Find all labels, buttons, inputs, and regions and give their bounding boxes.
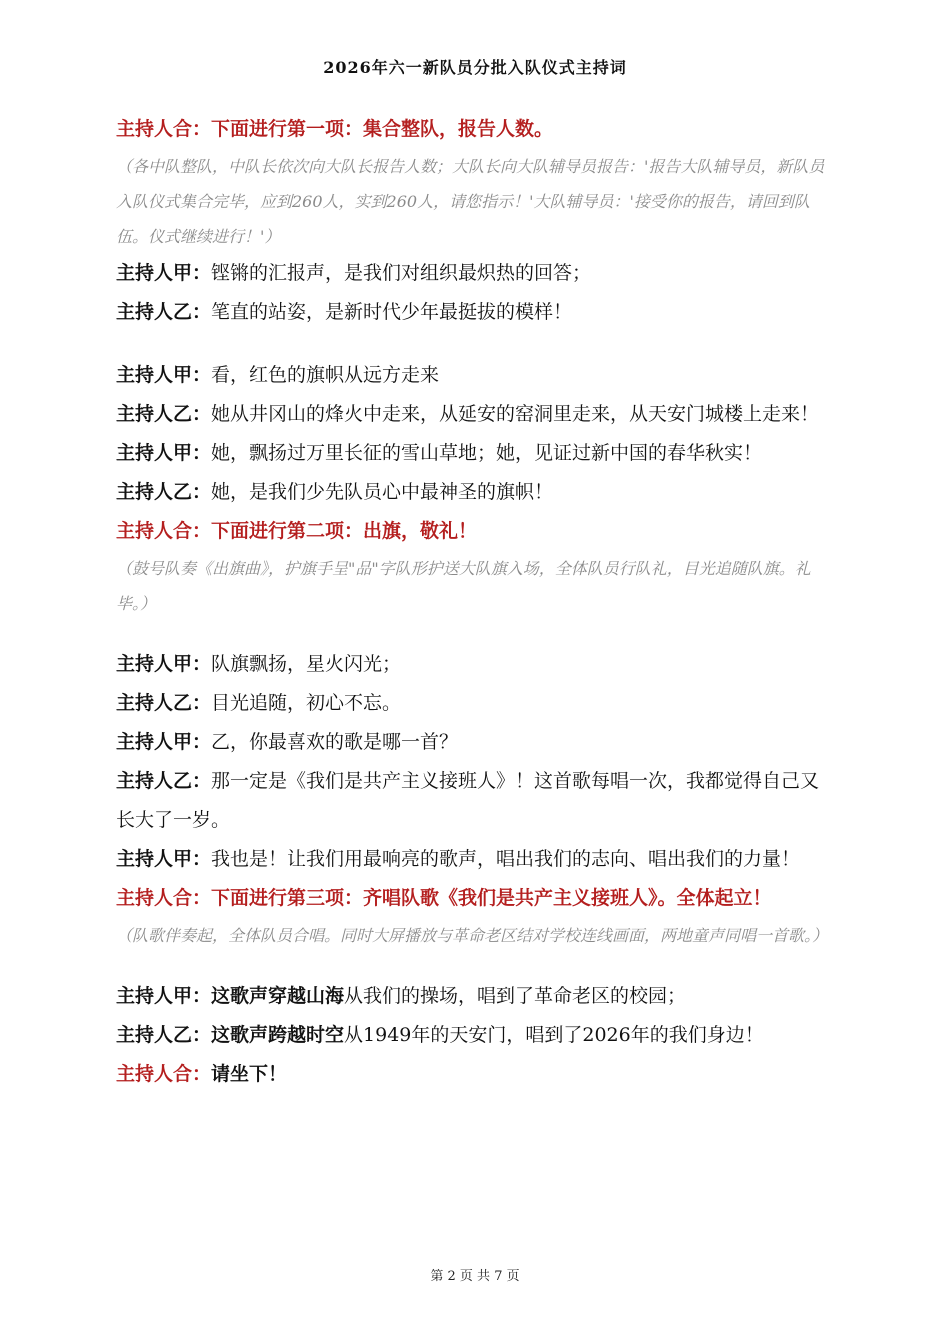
line-text: 下面进行第二项：出旗，敬礼！ xyxy=(211,520,478,542)
line-text: 从1949年的天安门，唱到了2026年的我们身边！ xyxy=(344,1024,764,1046)
host-line-a xyxy=(116,356,836,395)
speaker-label: 主持人合： xyxy=(116,887,212,909)
host-line-b xyxy=(116,762,836,840)
speaker-label: 主持人乙： xyxy=(116,481,212,503)
spacer xyxy=(116,953,836,977)
host-line-combined xyxy=(116,879,836,918)
speaker-label: 主持人甲： xyxy=(116,442,212,464)
host-line-a xyxy=(116,977,836,1016)
speaker-label: 主持人合： xyxy=(116,520,212,542)
line-text: 下面进行第三项：齐唱队歌《我们是共产主义接班人》。全体起立！ xyxy=(211,887,772,909)
line-emphasis: 这歌声穿越山海 xyxy=(211,985,345,1007)
speaker-label: 主持人甲： xyxy=(116,262,212,284)
line-text: 笔直的站姿，是新时代少年最挺拔的模样！ xyxy=(211,301,573,323)
line-emphasis: 这歌声跨越时空 xyxy=(211,1024,345,1046)
line-text: 下面进行第一项：集合整队，报告人数。 xyxy=(211,118,554,140)
page-number: 第 2 页 共 7 页 xyxy=(430,1269,520,1284)
host-line-b xyxy=(116,1016,836,1055)
line-text: 队旗飘扬，星火闪光； xyxy=(211,653,402,675)
host-line-combined xyxy=(116,110,836,149)
speaker-label: 主持人甲： xyxy=(116,985,212,1007)
host-line-a xyxy=(116,840,836,879)
speaker-label: 主持人甲： xyxy=(116,731,212,753)
stage-direction: （各中队整队，中队长依次向大队长报告人数；大队长向大队辅导员报告：'报告大队辅导员，新队员入队仪式集合完毕，应到260人，实到260人，请您指示！'大队辅导员：'接受你的报告，请回到队伍。仪式继续进行！'） xyxy=(116,157,825,246)
stage-direction: （鼓号队奏《出旗曲》，护旗手呈"品"字队形护送大队旗入场，全体队员行队礼，目光追随队旗。礼毕。） xyxy=(116,559,811,613)
host-line-b xyxy=(116,684,836,723)
stage-direction: （队歌伴奏起，全体队员合唱。同时大屏播放与革命老区结对学校连线画面，两地童声同唱一首歌。） xyxy=(116,926,829,945)
host-line-b xyxy=(116,395,836,434)
line-text: 乙，你最喜欢的歌是哪一首？ xyxy=(211,731,459,753)
host-line-combined xyxy=(116,512,836,551)
speaker-label: 主持人甲： xyxy=(116,364,212,386)
host-line-a xyxy=(116,645,836,684)
host-line-a xyxy=(116,723,836,762)
speaker-label: 主持人合： xyxy=(116,1063,212,1085)
host-line-combined xyxy=(116,1055,836,1094)
line-text: 看，红色的旗帜从远方走来 xyxy=(211,364,440,386)
script-content xyxy=(116,110,836,1094)
host-line-a xyxy=(116,434,836,473)
line-text: 铿锵的汇报声，是我们对组织最炽热的回答； xyxy=(211,262,592,284)
line-text: 她从井冈山的烽火中走来，从延安的窑洞里走来，从天安门城楼上走来！ xyxy=(211,403,820,425)
line-text: 她，飘扬过万里长征的雪山草地；她，见证过新中国的春华秋实！ xyxy=(211,442,763,464)
speaker-label: 主持人乙： xyxy=(116,1024,212,1046)
line-text: 那一定是《我们是共产主义接班人》！这首歌每唱一次，我都觉得自己又长大了一岁。 xyxy=(116,770,820,831)
host-line-b xyxy=(116,473,836,512)
line-text: 我也是！让我们用最响亮的歌声，唱出我们的志向、唱出我们的力量！ xyxy=(211,848,801,870)
host-line-b xyxy=(116,293,836,332)
line-text: 从我们的操场，唱到了革命老区的校园； xyxy=(344,985,687,1007)
speaker-label: 主持人乙： xyxy=(116,692,212,714)
speaker-label: 主持人甲： xyxy=(116,653,212,675)
speaker-label: 主持人甲： xyxy=(116,848,212,870)
spacer xyxy=(116,621,836,645)
speaker-label: 主持人乙： xyxy=(116,770,212,792)
line-text: 目光追随，初心不忘。 xyxy=(211,692,402,714)
speaker-label: 主持人乙： xyxy=(116,301,212,323)
line-text: 请坐下！ xyxy=(211,1063,288,1085)
line-text: 她，是我们少先队员心中最神圣的旗帜！ xyxy=(211,481,554,503)
speaker-label: 主持人合： xyxy=(116,118,212,140)
speaker-label: 主持人乙： xyxy=(116,403,212,425)
document-title: 2026年六一新队员分批入队仪式主持词 xyxy=(323,58,627,77)
spacer xyxy=(116,332,836,356)
host-line-a xyxy=(116,254,836,293)
